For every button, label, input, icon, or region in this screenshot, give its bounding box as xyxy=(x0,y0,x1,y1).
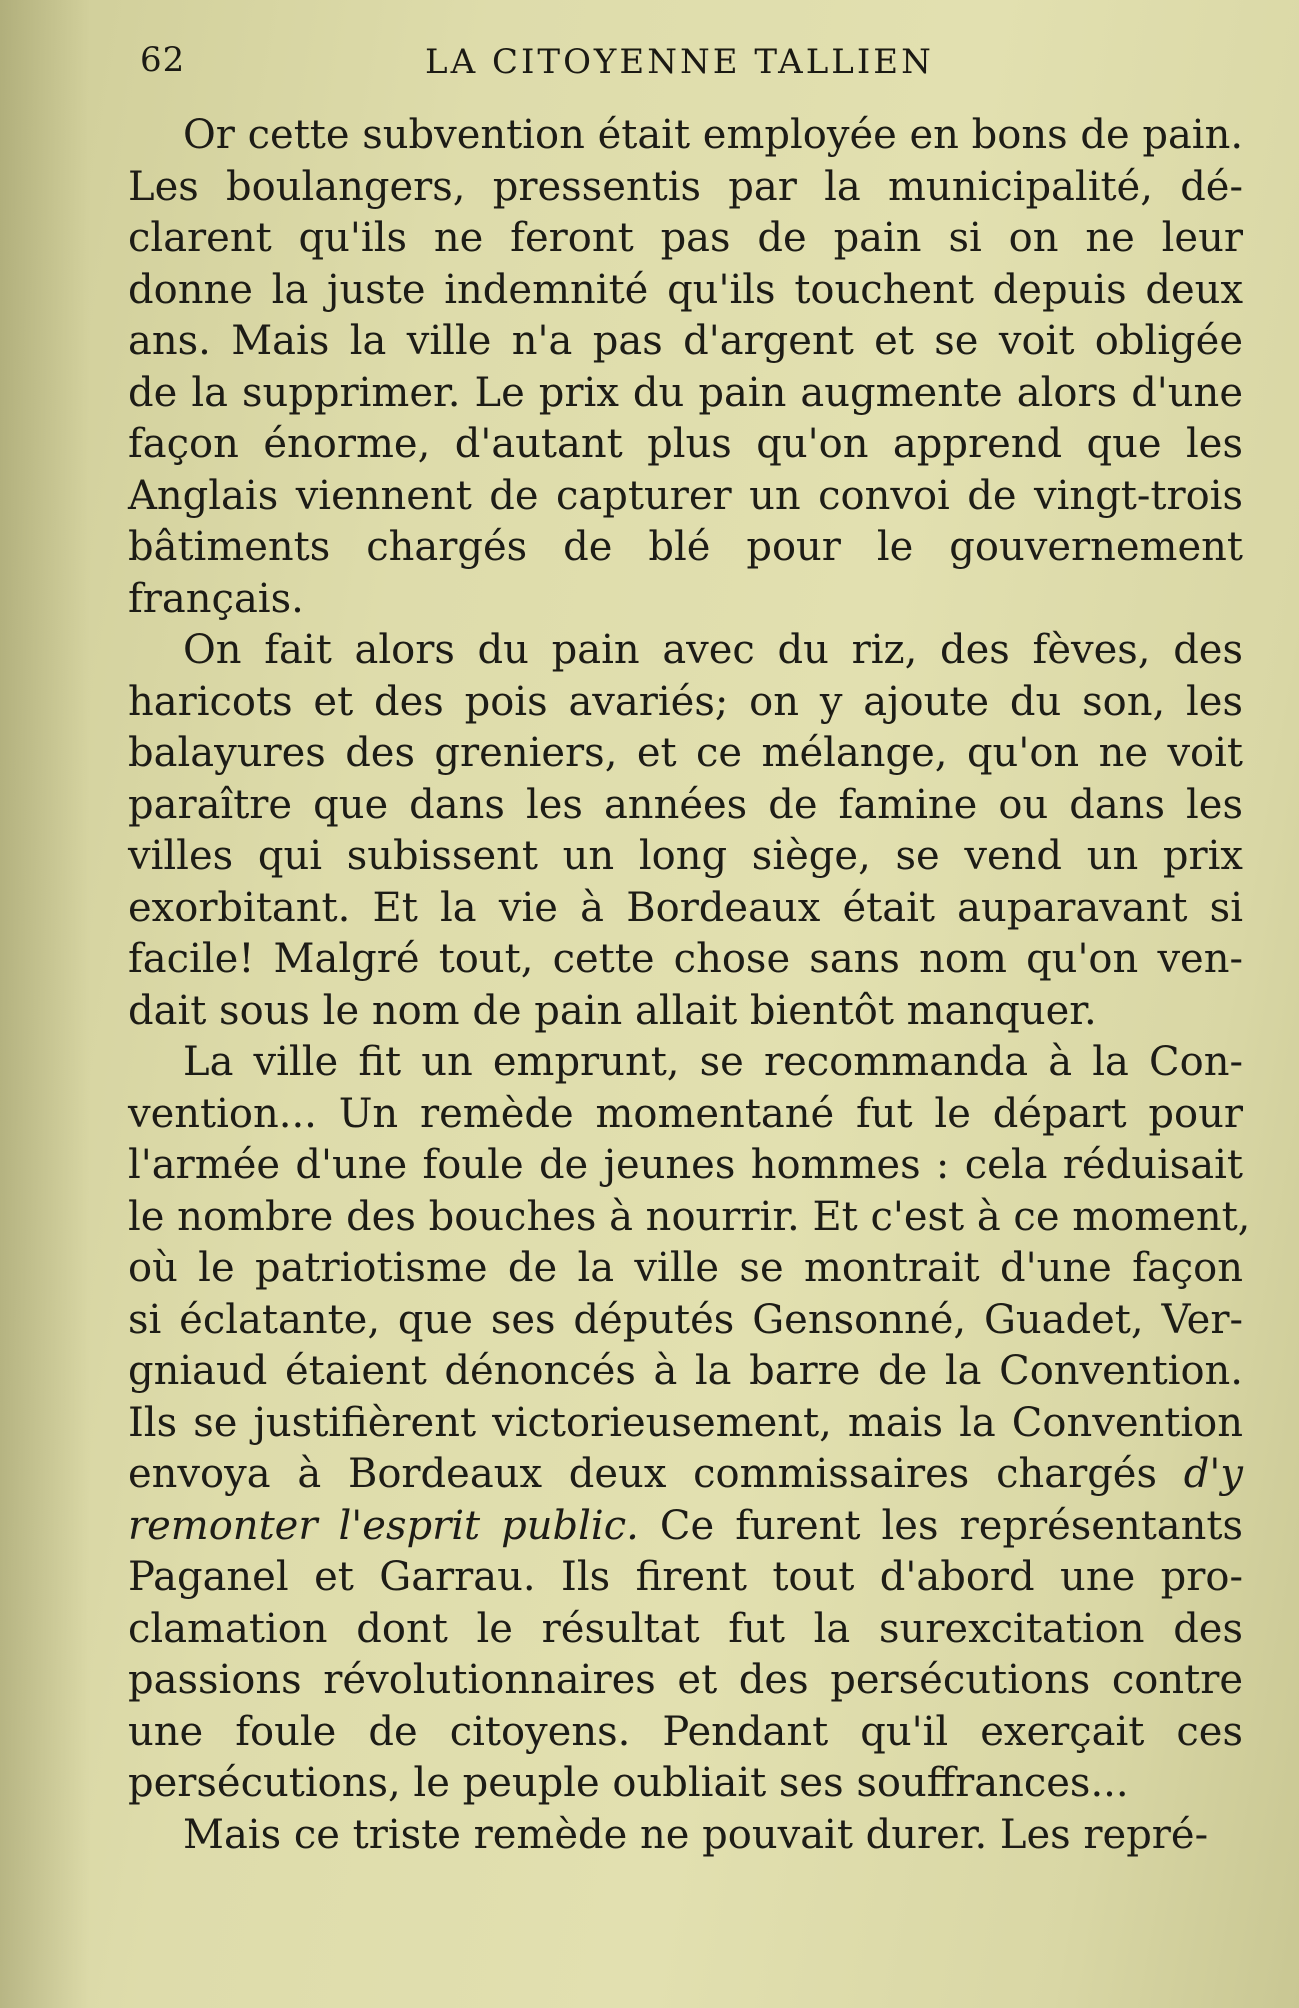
text-line: persécutions, le peuple oubliait ses souffrances... xyxy=(128,1760,1129,1806)
text-line: une foule de citoyens. Pendant qu'il exerçait ces xyxy=(128,1708,1243,1755)
text-line: clamation dont le résultat fut la surexcitation des xyxy=(128,1605,1243,1652)
text-line: Les boulangers, pressentis par la municipalité, dé- xyxy=(128,163,1243,210)
text-line: facile! Malgré tout, cette chose sans nom qu'on ven- xyxy=(128,936,1243,982)
text-line: Anglais viennent de capturer un convoi de vingt-trois xyxy=(128,472,1243,519)
text-line: On fait alors du pain avec du riz, des fèves, des xyxy=(183,627,1243,673)
text-line: Or cette subvention était employée en bons de pain. xyxy=(183,112,1244,158)
body-text xyxy=(128,110,1251,1861)
text-line: façon énorme, d'autant plus qu'on apprend que les xyxy=(128,421,1243,467)
text-line: où le patriotisme de la ville se montrait d'une façon xyxy=(128,1245,1243,1291)
text-line: Paganel et Garrau. Ils firent tout d'abord une pro- xyxy=(128,1554,1243,1600)
running-title: LA CITOYENNE TALLIEN xyxy=(425,42,934,82)
text-line: gniaud étaient dénoncés à la barre de la Convention. xyxy=(128,1348,1243,1394)
text-line: paraître que dans les années de famine ou dans les xyxy=(128,781,1243,828)
text-fragment: Ce furent les représentants xyxy=(659,1502,1244,1549)
text-line: français. xyxy=(128,575,304,622)
text-line: clarent qu'ils ne feront pas de pain si on ne leur xyxy=(128,215,1243,261)
text-line: La ville fit un emprunt, se recommanda à la Con- xyxy=(183,1039,1243,1085)
page-header xyxy=(0,40,1299,90)
text-line: Mais ce triste remède ne pouvait durer. Les repré- xyxy=(183,1811,1209,1858)
italic-fragment: d'y xyxy=(1183,1451,1243,1497)
italic-fragment: remonter l'esprit public. xyxy=(128,1502,639,1549)
text-line: balayures des greniers, et ce mélange, qu'on ne voit xyxy=(128,730,1243,776)
page-gutter-shadow xyxy=(0,0,90,2008)
page-number: 62 xyxy=(140,40,186,80)
text-line: vention... Un remède momentané fut le départ pour xyxy=(128,1090,1243,1137)
text-line: de la supprimer. Le prix du pain augmente alors d'une xyxy=(128,369,1243,416)
text-line: l'armée d'une foule de jeunes hommes : cela réduisait xyxy=(128,1142,1243,1188)
text-line: dait sous le nom de pain allait bientôt manquer. xyxy=(128,987,1097,1034)
text-line: Ils se justifièrent victorieusement, mais la Convention xyxy=(128,1399,1243,1446)
text-line: si éclatante, que ses députés Gensonné, Guadet, Ver- xyxy=(128,1296,1243,1343)
text-fragment: envoya à Bordeaux deux commissaires chargés xyxy=(128,1451,1158,1497)
text-line: passions révolutionnaires et des persécutions contre xyxy=(128,1657,1243,1703)
text-line: ans. Mais la ville n'a pas d'argent et se voit obligée xyxy=(128,318,1243,364)
text-line: exorbitant. Et la vie à Bordeaux était auparavant si xyxy=(128,884,1243,931)
text-line: haricots et des pois avariés; on y ajoute du son, les xyxy=(128,678,1243,725)
text-line: le nombre des bouches à nourrir. Et c'est à ce moment, xyxy=(128,1193,1251,1240)
text-line-with-italic xyxy=(128,1449,1243,1501)
text-line: bâtiments chargés de blé pour le gouvernement xyxy=(128,524,1243,570)
text-line-with-italic xyxy=(128,1501,1243,1553)
text-line: donne la juste indemnité qu'ils touchent depuis deux xyxy=(128,266,1243,313)
text-line: villes qui subissent un long siège, se vend un prix xyxy=(128,833,1243,879)
